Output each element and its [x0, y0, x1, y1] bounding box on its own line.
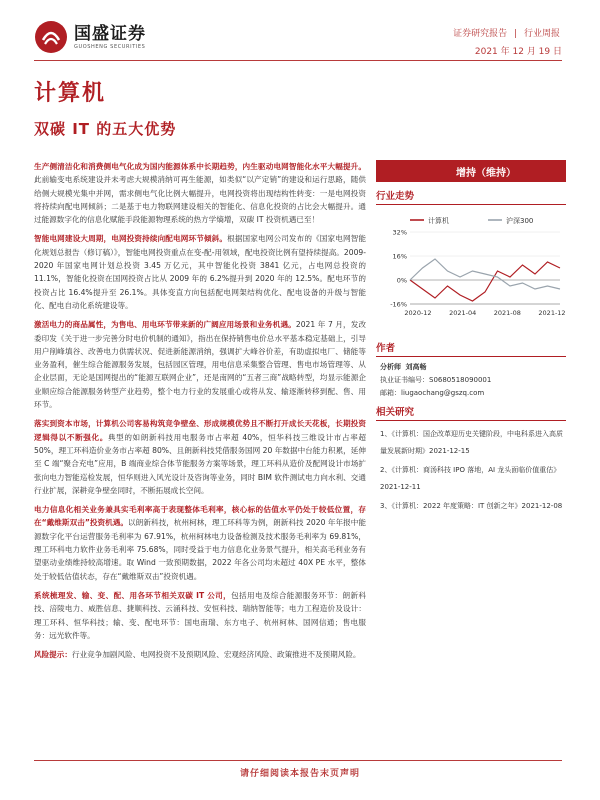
legend-label: 沪深300 — [506, 217, 534, 225]
related-title: 相关研究 — [376, 407, 415, 418]
y-tick-label: 0% — [396, 276, 407, 285]
paragraph — [34, 503, 366, 583]
analyst-line — [380, 362, 426, 372]
paragraph — [34, 232, 366, 312]
author-divider — [376, 356, 566, 357]
paragraph-lead: 激活电力的商品属性，为售电、用电环节带来新的广阔应用场景和业务机遇。 — [34, 320, 296, 330]
analyst-email[interactable]: 邮箱：liugaochang@gszq.com — [380, 389, 485, 397]
related-item[interactable]: 1、《计算机：国企改革迎历史关键阶段，中电科系进入高质量发展新时期》2021-12-15 — [380, 430, 563, 455]
x-tick-label: 2020-12 — [404, 309, 432, 317]
paragraph — [34, 589, 366, 642]
paragraph-lead: 电力信息化相关业务兼具实毛利率高于表现整体毛利率，核心标的估值水平仍处于较低位置，存在“戴维斯双击”投资机遇。 — [34, 505, 366, 528]
paragraph-lead: 系统梳理发、输、变、配、用各环节相关双碳 IT 公司， — [34, 590, 232, 600]
paragraph — [34, 648, 366, 661]
series-line — [410, 259, 560, 289]
footer-disclaimer: 请仔细阅读本报告末页声明 — [239, 769, 360, 779]
related-divider — [376, 420, 566, 421]
paragraph — [34, 417, 366, 497]
paragraph-body: 根据国家电网公司发布的《国家电网智能化规划总报告（修订稿）》，智能电网投资重点在变-配-用领域，配电投资比例有望持续提高。2009-2020 年国家电网计划总投资 3.45 万亿元，其中智能化投资 3841 亿元，占电网总投资的 11.1%，智能化投资在国网投资占比从 2009 年的 6.2%提升到 2020 年的 12.5%。配电环节的投资占比 16.4%提升至 26.1%。具体变直方向包括配电网架结构优化、配电设备的升级与智能化、配电自动化系统建设等。 — [34, 234, 367, 310]
paragraph-lead: 生产侧清洁化和消费侧电气化成为国内能源体系中长期趋势，内生驱动电网智能化水平大幅提升。 — [34, 162, 366, 171]
y-tick-label: 32% — [392, 228, 407, 237]
logo-mark-icon — [34, 20, 68, 54]
related-item[interactable]: 3、《计算机：2022 年度策略：IT 创新之年》2021-12-08 — [380, 502, 563, 510]
paragraph — [34, 318, 366, 411]
legend-label: 计算机 — [428, 217, 449, 225]
paragraph-body: 行业竞争加剧风险、电网投资不及预期风险、宏观经济风险、政策推进不及预期风险。 — [71, 650, 361, 660]
trend-divider — [376, 204, 566, 205]
analyst-role: 分析师 — [380, 363, 401, 371]
paragraph-body: 以朗新科技，杭州柯林，理工环科等为例，朗新科技 2020 年年报中能源数字化平台运营服务毛利率为 67.91%，杭州柯林电力设备检测及技术服务毛利率为 69.81%，理工环科电力软件业务毛利率 75.68%，同时受益于电力信息化业务景气提升，相关高毛利业务有望驱动业绩维持较高增速。取 Wind 一致预期数据，2022 年各公司均未超过 40X PE 水平，整体处于较低估值状态，存在“戴维斯双击”投资机遇。 — [34, 518, 366, 581]
x-tick-label: 2021-04 — [449, 309, 477, 317]
analyst-cert: 执业证书编号：S0680518090001 — [380, 376, 492, 384]
series-line — [410, 262, 560, 301]
paragraph-lead: 落实到资本市场，计算机公司客易构筑竞争壁垒、形成规模优势且不断打开成长天花板，长期投资逻辑得以不断强化。 — [34, 419, 366, 442]
industry-trend-chart — [380, 212, 566, 324]
x-tick-label: 2021-12 — [538, 309, 566, 317]
report-title: 双碳 IT 的五大优势 — [34, 120, 177, 138]
paragraph — [34, 160, 366, 226]
report-category — [451, 26, 562, 39]
trend-title: 行业走势 — [376, 191, 415, 202]
report-kind: 行业周报 — [523, 29, 560, 39]
paragraph-lead: 风险提示： — [34, 650, 72, 660]
company-logo — [34, 20, 146, 54]
author-title: 作者 — [376, 343, 396, 354]
logo-name-en: GUOSHENG SECURITIES — [74, 43, 146, 50]
analyst-name: 刘高畅 — [405, 363, 427, 371]
paragraph-body: 此前输变电系统建设并未考虑大规模消纳可再生能源，如类似“以产定销”的建设和运行思路，随供给侧大规模光集中并网，需求侧电气化比例大幅提升，电网投资将出现结构性转变：一是电网投资将持续向配电网倾斜；二是基于电力物联网建设相关的智能化、信息化投资的占比会大幅提升。通过能源数字化的信息化赋能手段能源物理系统的热方学熵增，双碳 IT 投资机遇已至！ — [34, 175, 366, 225]
y-tick-label: 16% — [392, 252, 407, 261]
sector-title: 计算机 — [34, 81, 107, 106]
related-list — [380, 426, 566, 517]
report-type: 证券研究报告 — [453, 29, 508, 39]
paragraph-body: 2021 年 7 月，发改委印发《关于进一步完善分时电价机制的通知》，指出在保持销售电价总水平基本稳定基础上，引导用户削峰填谷、改善电力供需状况、促进新能源消纳，强调扩大峰谷价差，有助虚拟电厂、储能等业务盈利，催生综合能源服务发展，包括园区管理，用电信息采集整合管理、售电市场管理等、从企业层面，无论是国网提出的“能源互联网企业”，还是南网的“五者三商”战略转型，均显示能源企业顺应综合能源服务转型产业趋势，整个电力行业的发展重心或将从发、输逐渐转移到配、售、用环节。 — [34, 320, 366, 410]
header-separator: | — [514, 29, 518, 39]
main-content — [34, 160, 366, 667]
footer-divider — [34, 760, 562, 761]
x-tick-label: 2021-08 — [493, 309, 521, 317]
y-tick-label: -16% — [390, 300, 407, 309]
related-item[interactable]: 2、《计算机：商汤科技 IPO 落地，AI 龙头面临价值重估》2021-12-11 — [380, 466, 561, 491]
paragraph-body: 包括用电及综合能源服务环节：朗新科技、涪陵电力、威胜信息、捷顺科技、云涌科技、安恒科技、瑞纳智能等；电力工程造价及设计：理工环科、恒华科技；输、变、配电环节：国电南瑞、东方电子、杭州柯林、国网信通；售电服务：远光软件等。 — [34, 590, 367, 640]
header-divider — [34, 60, 562, 61]
logo-name-cn: 国盛证券 — [74, 23, 146, 44]
rating-badge: 增持（维持） — [376, 160, 566, 182]
report-date: 2021 年 12 月 19 日 — [474, 47, 562, 57]
paragraph-lead: 智能电网建设大周期，电网投资持续向配电网环节倾斜。 — [34, 234, 228, 244]
paragraph-body: 典型的如朗新科技用电服务市占率超 40%，恒华科技三维设计市占率超 50%，理工环科造价业务市占率超 80%、且朗新科技凭借服务国网 20 年数据中台能力积累，延伸至 C 端“聚合充电”应用，B 端商业综合体节能服务方案等场景，理工环科从造价及配网设计市场扩张向电力智能巡检发展，恒华则进入风光设计及咨询等业务，同时 BIM 软件测试电力向水利、交通行业扩展，深耕竞争壁垒同时，不断拓展成长空间。 — [34, 432, 366, 495]
